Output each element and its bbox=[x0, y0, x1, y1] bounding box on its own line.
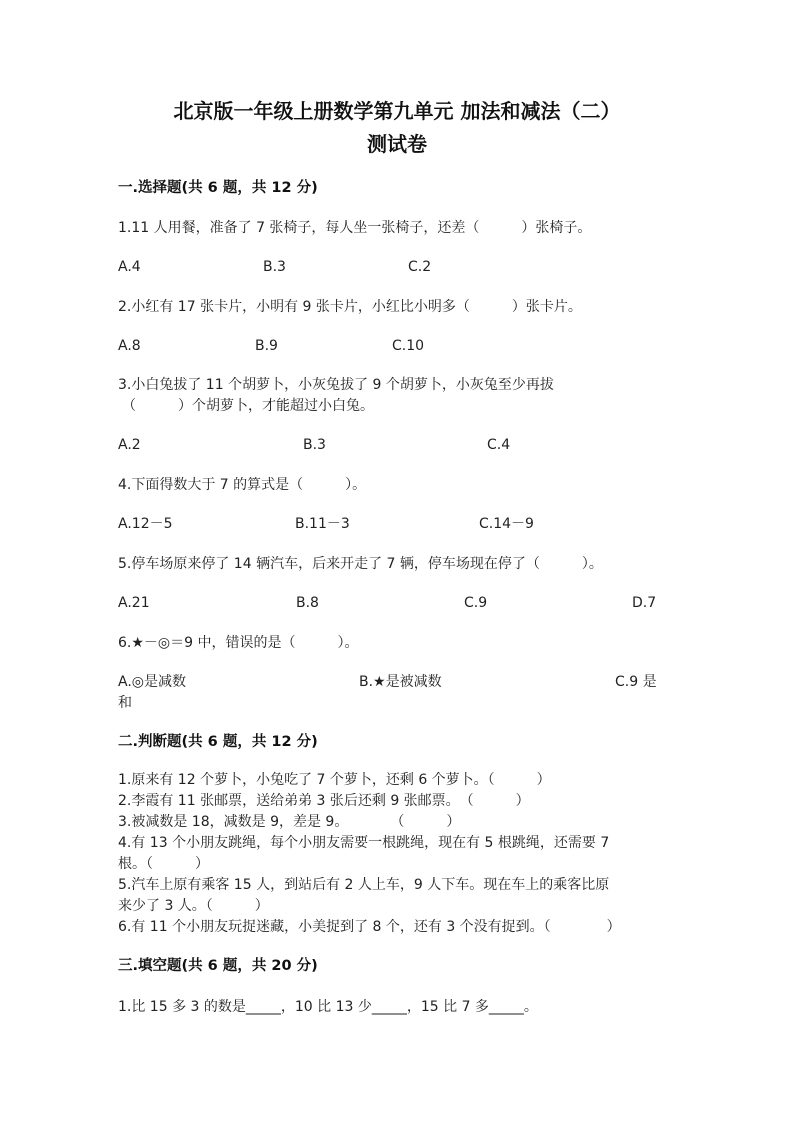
choice-q5-option-c: C.9 bbox=[464, 595, 488, 611]
choice-q5-option-b: B.8 bbox=[296, 595, 319, 611]
judge-item-1: 1.原来有 12 个萝卜，小兔吃了 7 个萝卜，还剩 6 个萝卜。（ ） bbox=[118, 772, 551, 788]
section-choice-heading: 一.选择题(共 6 题，共 12 分) bbox=[118, 180, 318, 196]
choice-q5-stem: 5.停车场原来停了 14 辆汽车，后来开走了 7 辆，停车场现在停了（ ）。 bbox=[118, 556, 603, 572]
choice-q1-option-a: A.4 bbox=[118, 259, 141, 275]
choice-q4-stem: 4.下面得数大于 7 的算式是（ ）。 bbox=[118, 477, 367, 493]
choice-q5-option-a: A.21 bbox=[118, 595, 150, 611]
choice-q2-option-c: C.10 bbox=[392, 338, 425, 354]
judge-item-5-line2: 来少了 3 人。（ ） bbox=[118, 898, 269, 914]
choice-q3-option-a: A.2 bbox=[118, 437, 141, 453]
choice-q5-option-d: D.7 bbox=[632, 595, 657, 611]
choice-q4-option-c: C.14－9 bbox=[479, 516, 534, 532]
choice-q6-option-a: A.◎是减数 bbox=[118, 674, 186, 690]
page-subtitle: 测试卷 bbox=[367, 132, 427, 156]
judge-item-5-line1: 5.汽车上原有乘客 15 人，到站后有 2 人上车，9 人下车。现在车上的乘客比原 bbox=[118, 877, 610, 893]
choice-q1-option-c: C.2 bbox=[408, 259, 432, 275]
judge-item-2: 2.李霞有 11 张邮票，送给弟弟 3 张后还剩 9 张邮票。 （ ） bbox=[118, 793, 530, 809]
choice-q3-stem-line1: 3.小白兔拔了 11 个胡萝卜，小灰兔拔了 9 个胡萝卜，小灰兔至少再拔 bbox=[118, 377, 554, 393]
fill-item-1: 1.比 15 多 3 的数是_____，10 比 13 少_____，15 比 7 多_____。 bbox=[118, 999, 538, 1015]
choice-q1-option-b: B.3 bbox=[263, 259, 286, 275]
choice-q3-option-c: C.4 bbox=[487, 437, 511, 453]
choice-q2-option-b: B.9 bbox=[255, 338, 278, 354]
choice-q2-stem: 2.小红有 17 张卡片，小明有 9 张卡片，小红比小明多（ ）张卡片。 bbox=[118, 299, 582, 315]
choice-q6-option-b: B.★是被减数 bbox=[359, 674, 442, 690]
choice-q4-option-a: A.12－5 bbox=[118, 516, 173, 532]
judge-item-4-line1: 4.有 13 个小朋友跳绳，每个小朋友需要一根跳绳，现在有 5 根跳绳，还需要 7 bbox=[118, 835, 610, 851]
choice-q3-option-b: B.3 bbox=[303, 437, 326, 453]
choice-q1-stem: 1.11 人用餐，准备了 7 张椅子，每人坐一张椅子，还差（ ）张椅子。 bbox=[118, 220, 592, 236]
choice-q2-option-a: A.8 bbox=[118, 338, 141, 354]
page-title: 北京版一年级上册数学第九单元 加法和减法（二） bbox=[173, 99, 621, 123]
judge-item-3: 3.被减数是 18，减数是 9，差是 9。 （ ） bbox=[118, 814, 461, 830]
section-fill-heading: 三.填空题(共 6 题，共 20 分) bbox=[118, 958, 318, 974]
choice-q3-stem-line2: （ ）个胡萝卜，才能超过小白兔。 bbox=[122, 398, 374, 414]
choice-q6-option-c-continued: 和 bbox=[118, 695, 132, 711]
judge-item-4-line2: 根。（ ） bbox=[118, 856, 209, 872]
choice-q4-option-b: B.11－3 bbox=[295, 516, 350, 532]
choice-q6-option-c: C.9 是 bbox=[615, 674, 657, 690]
choice-q6-stem: 6.★－◎＝9 中，错误的是（ ）。 bbox=[118, 635, 359, 651]
judge-item-6: 6.有 11 个小朋友玩捉迷藏，小美捉到了 8 个，还有 3 个没有捉到。（ ） bbox=[118, 919, 621, 935]
section-judge-heading: 二.判断题(共 6 题，共 12 分) bbox=[118, 734, 318, 750]
